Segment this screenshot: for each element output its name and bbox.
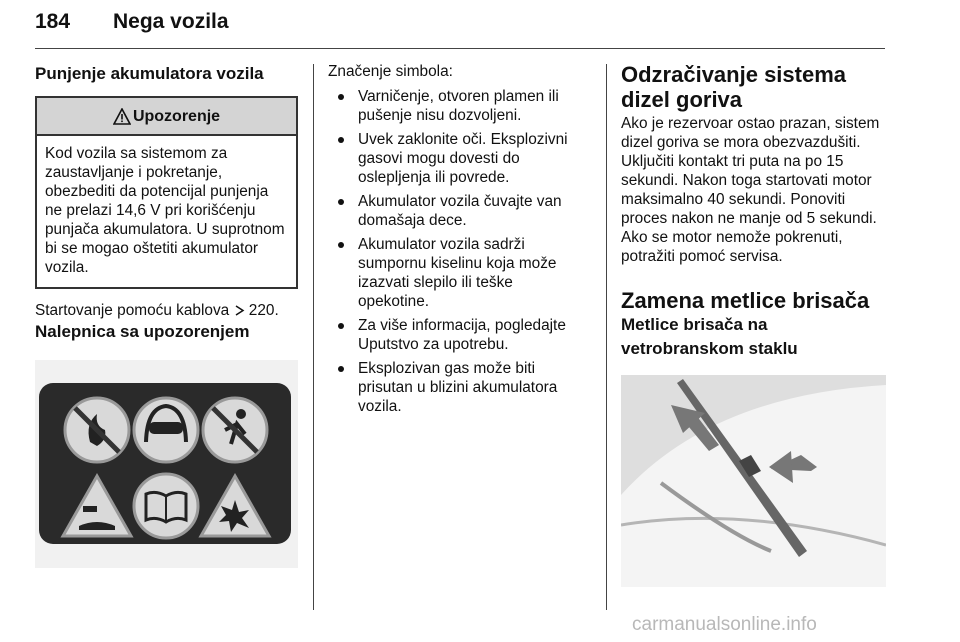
list-item: Uvek zaklonite oči. Eksplozivni gasovi mogu dovesti do oslepljenja ili povrede. [328,130,586,187]
column-middle [328,62,586,421]
diesel-bleeding-text: Ako je rezervoar ostao prazan, sistem dizel goriva se mora obezvazdušiti. Uključiti kontakt tri puta na po 15 sekundi. Nakon toga startovati motor maksimalno 40 sekundi. Ponoviti proces nakon ne manje od 5 sekundi. Ako se motor nemože pokrenuti, potražiti pomoć servisa. [621,115,880,265]
jump-start-page[interactable]: 220. [248,302,279,319]
warning-label-heading: Nalepnica sa upozorenjem [35,322,250,341]
keep-children-away-icon [203,398,267,462]
warning-title: Upozorenje [132,107,221,125]
column-left [35,62,298,568]
warning-header [37,98,296,136]
battery-charging-heading: Punjenje akumulatora vozila [35,64,264,83]
read-manual-icon [134,474,198,538]
page-number: 184 [35,10,71,33]
jump-start-reference [35,301,298,320]
column-divider-2 [606,64,607,610]
column-right [621,62,886,587]
watermark: carmanualsonline.info [632,614,817,635]
windscreen-wiper-subheading: Metlice brisača na vetrobranskom staklu [621,315,798,358]
symbol-meaning-list [328,87,586,416]
chapter-title: Nega vozila [113,10,229,33]
list-item: Varničenje, otvoren plamen ili pušenje nisu dozvoljeni. [328,87,586,125]
header-divider [35,48,885,49]
eye-protection-icon [134,398,198,462]
warning-triangle-icon [113,108,131,125]
column-divider-1 [313,64,314,610]
wiper-blade-image [621,375,886,587]
list-item: Za više informacija, pogledajte Uputstvo za upotrebu. [328,316,586,354]
warning-box [35,96,298,289]
symbols-intro: Značenje simbola: [328,63,453,80]
list-item: Akumulator vozila sadrži sumpornu kiselinu koja može izazvati slepilo ili teške opekotine. [328,235,586,311]
diesel-bleeding-heading: Odzračivanje sistema dizel goriva [621,62,847,112]
warning-text: Kod vozila sa sistemom za zaustavljanje i pokretanje, obezbediti da potencijal punjenja ne prelazi 14,6 V pri korišćenju punjača akumulatora. U suprotnom bi se mogao oštetiti akumulator vozila. [45,145,285,276]
jump-start-text: Startovanje pomoću kablova [35,302,230,319]
page-header [35,6,885,46]
wiper-blade-heading: Zamena metlice brisača [621,288,870,313]
warning-label-image [35,360,298,568]
no-flame-icon [65,398,129,462]
list-item: Akumulator vozila čuvajte van domašaja dece. [328,192,586,230]
list-item: Eksplozivan gas može biti prisutan u blizini akumulatora vozila. [328,359,586,416]
page-reference-arrow-icon [234,305,245,316]
